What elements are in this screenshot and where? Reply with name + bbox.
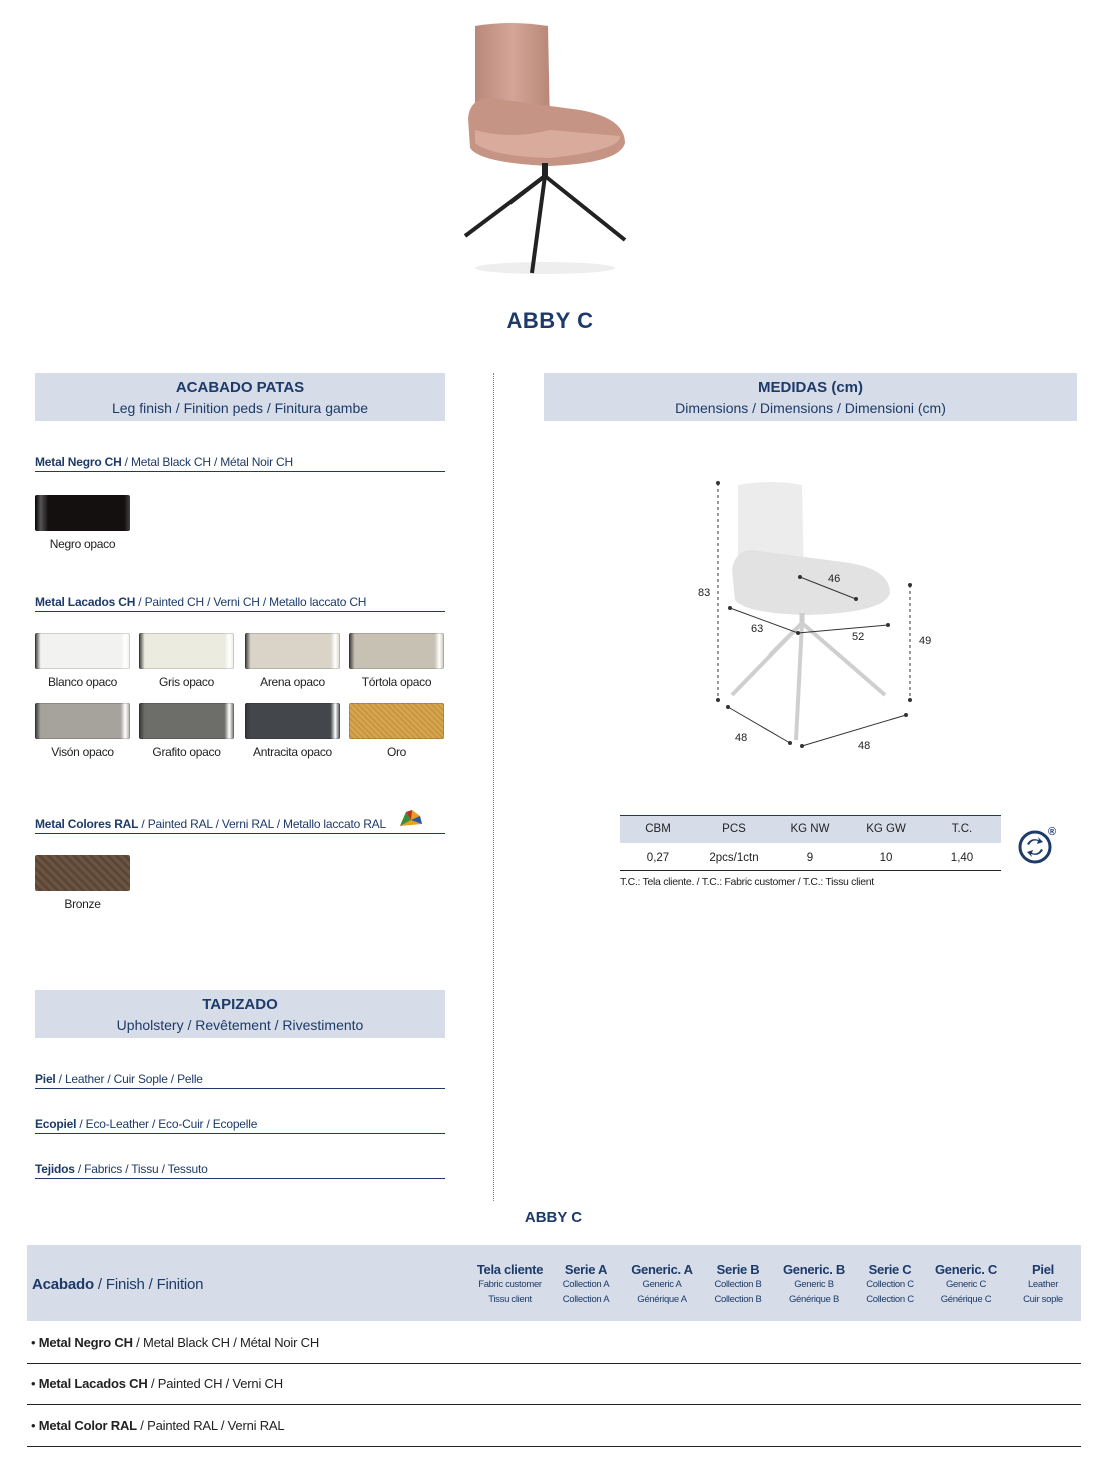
swatch-oro [349, 703, 444, 739]
registered-mark: ® [1048, 826, 1057, 838]
dimensions-title: MEDIDAS (cm) [757, 379, 863, 396]
upholstery-piel [35, 1072, 445, 1089]
spec-header-cell: KG GW [866, 823, 906, 835]
swatch-gris-opaco [139, 633, 234, 669]
column-subtitle: Générique C [940, 1294, 992, 1305]
swatch-arena-opaco [245, 633, 340, 669]
column-title: Generic. A [631, 1262, 693, 1277]
price-table-row [27, 1405, 1081, 1447]
column-title: Tela cliente [476, 1262, 544, 1277]
swatch-label: Arena opaco [260, 675, 325, 689]
column-subtitle: Generic B [794, 1279, 834, 1290]
price-column-header [928, 1262, 1004, 1307]
leg-finish-subtitle: Leg finish / Finition peds / Finitura gambe [111, 400, 369, 416]
row-finish-name: Metal Negro CH [38, 1335, 133, 1350]
swatch-label: Gris opaco [158, 675, 215, 689]
upholstery-title: TAPIZADO [202, 996, 278, 1013]
upholstery-translations: / Eco-Leather / Eco-Cuir / Ecopelle [76, 1117, 258, 1131]
swatch-bronze [35, 855, 130, 891]
column-subtitle: Générique B [788, 1294, 840, 1305]
row-finish-translations: / Painted RAL / Verni RAL [136, 1418, 285, 1433]
row-finish-name: Metal Color RAL [38, 1418, 137, 1433]
finish-column-label [32, 1276, 203, 1293]
price-column-header [548, 1262, 624, 1307]
leg-finish-title: ACABADO PATAS [175, 379, 305, 396]
dim-base-depth: 48 [735, 732, 748, 744]
price-column-header [472, 1262, 548, 1307]
column-subtitle: Generic C [945, 1279, 987, 1290]
column-title: Serie C [868, 1262, 912, 1277]
spec-header-cell: PCS [722, 823, 746, 835]
upholstery-translations: / Fabrics / Tissu / Tessuto [74, 1162, 208, 1176]
price-column-header [700, 1262, 776, 1307]
column-subtitle: Collection C [866, 1294, 914, 1305]
dim-height: 83 [698, 587, 711, 599]
finish-group-translations: / Painted RAL / Verni RAL / Metallo laccato RAL [138, 817, 386, 831]
spec-value-cell: 9 [806, 852, 814, 864]
finish-label-rest: / Finish / Finition [93, 1276, 204, 1293]
column-subtitle: Tissu client [488, 1294, 532, 1305]
spec-table-bottom-line [620, 870, 1001, 871]
leg-finish-header [35, 373, 445, 421]
upholstery-subtitle: Upholstery / Revêtement / Rivestimento [116, 1017, 364, 1033]
dim-base-width: 48 [858, 740, 871, 752]
column-subtitle: Leather [1027, 1279, 1059, 1290]
finish-group-name: Metal Negro CH [35, 455, 122, 469]
product-title: ABBY C [506, 308, 594, 333]
row-finish-name: Metal Lacados CH [38, 1376, 148, 1391]
price-table-row [27, 1363, 1081, 1405]
price-column-header [1005, 1262, 1081, 1307]
finish-group-lacados [35, 595, 445, 612]
spec-note: T.C.: Tela cliente. / T.C.: Fabric customer / T.C.: Tissu client [620, 876, 874, 888]
upholstery-translations: / Leather / Cuir Sople / Pelle [55, 1072, 203, 1086]
column-subtitle: Generic A [642, 1279, 682, 1290]
swatch-tortola-opaco [349, 633, 444, 669]
ral-palette-icon [398, 806, 424, 830]
column-title: Generic. C [934, 1262, 998, 1277]
dim-seat-width: 52 [852, 631, 865, 643]
column-subtitle: Collection B [714, 1294, 762, 1305]
swatch-label: Negro opaco [49, 537, 116, 551]
column-title: Serie B [716, 1262, 760, 1277]
column-subtitle: Générique A [637, 1294, 687, 1305]
upholstery-ecopiel [35, 1117, 445, 1134]
column-subtitle: Fabric customer [478, 1279, 542, 1290]
price-table-row [27, 1322, 1081, 1364]
row-finish-translations: / Painted CH / Verni CH [147, 1376, 283, 1391]
swatch-blanco-opaco [35, 633, 130, 669]
column-subtitle: Cuir sople [1023, 1294, 1063, 1305]
bullet-icon: • [31, 1376, 39, 1391]
spec-header-cell: KG NW [790, 823, 830, 835]
finish-label-bold: Acabado [32, 1276, 94, 1293]
swatch-label: Antracita opaco [253, 745, 332, 759]
row-finish-translations: / Metal Black CH / Métal Noir CH [132, 1335, 320, 1350]
spec-value-cell: 10 [879, 852, 893, 864]
swatch-label: Tórtola opaco [361, 675, 432, 689]
price-column-header [776, 1262, 852, 1307]
finish-group-translations: / Painted CH / Verni CH / Metallo laccato CH [135, 595, 367, 609]
dim-depth: 63 [751, 623, 764, 635]
dimension-drawing [690, 475, 940, 755]
spec-value-cell: 2pcs/1ctn [709, 852, 759, 864]
dimensions-header [544, 373, 1077, 421]
swatch-label: Oro [386, 745, 407, 759]
finish-group-name: Metal Colores RAL [35, 817, 139, 831]
swatch-label: Blanco opaco [47, 675, 118, 689]
finish-group-negro [35, 455, 445, 472]
dimensions-subtitle: Dimensions / Dimensions / Dimensioni (cm) [675, 400, 946, 416]
price-column-header [624, 1262, 700, 1307]
swatch-negro-opaco [35, 495, 130, 531]
price-table-title: ABBY C [524, 1209, 583, 1226]
swatch-label: Grafito opaco [152, 745, 221, 759]
spec-header-cell: T.C. [951, 823, 973, 835]
spec-value-cell: 1,40 [950, 852, 974, 864]
price-column-header [852, 1262, 928, 1307]
bullet-icon: • [31, 1418, 39, 1433]
upholstery-name: Tejidos [35, 1162, 75, 1176]
spec-value-cell: 0,27 [646, 852, 670, 864]
column-divider [493, 373, 494, 1201]
swatch-antracita-opaco [245, 703, 340, 739]
column-subtitle: Collection C [866, 1279, 914, 1290]
column-subtitle: Collection A [562, 1294, 610, 1305]
swatch-vison-opaco [35, 703, 130, 739]
dim-seat-height: 49 [919, 635, 932, 647]
dim-seat-depth: 46 [828, 573, 841, 585]
column-subtitle: Collection A [562, 1279, 610, 1290]
bullet-icon: • [31, 1335, 39, 1350]
product-photo [450, 18, 640, 280]
spec-header-cell: CBM [645, 823, 671, 835]
swatch-grafito-opaco [139, 703, 234, 739]
upholstery-name: Piel [35, 1072, 56, 1086]
column-title: Piel [1032, 1262, 1054, 1277]
swatch-label: Bronze [64, 897, 101, 911]
upholstery-name: Ecopiel [35, 1117, 77, 1131]
column-subtitle: Collection B [714, 1279, 762, 1290]
upholstery-tejidos [35, 1162, 445, 1179]
finish-group-name: Metal Lacados CH [35, 595, 136, 609]
swatch-label: Visón opaco [51, 745, 114, 759]
column-title: Serie A [564, 1262, 608, 1277]
finish-group-translations: / Metal Black CH / Métal Noir CH [121, 455, 293, 469]
upholstery-header [35, 990, 445, 1038]
finish-group-ral [35, 817, 445, 834]
column-title: Generic. B [782, 1262, 846, 1277]
